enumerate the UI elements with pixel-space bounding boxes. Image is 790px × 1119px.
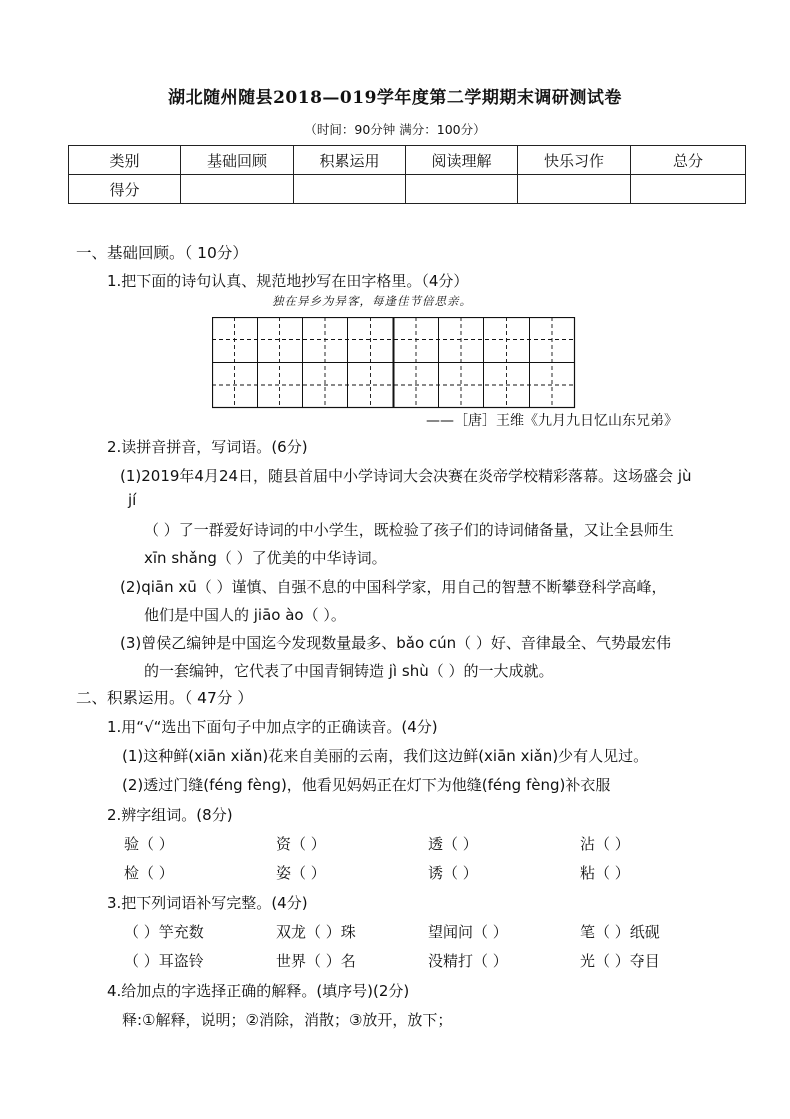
word-group-item: 粘（ ）	[580, 864, 630, 882]
score-row-label: 得分	[69, 175, 181, 204]
s2-q4-definitions: 释:①解释，说明；②消除，消散；③放开，放下；	[122, 1011, 453, 1029]
poem-line: 独在异乡为异客，每逢佳节倍思亲。	[272, 294, 472, 308]
score-table-score-row	[69, 175, 746, 204]
score-cell[interactable]	[294, 175, 406, 204]
exam-title: 湖北随州随县2018—019学年度第二学期期末调研测试卷	[168, 88, 622, 108]
score-cell[interactable]	[631, 175, 746, 204]
header-cell: 快乐习作	[518, 146, 631, 175]
tianzige-grid-svg	[212, 317, 576, 409]
idiom-item: 笔（ ）纸砚	[580, 923, 660, 941]
header-cell: 阅读理解	[406, 146, 518, 175]
s1-q2-text: 2.读拼音拼音，写词语。(6分)	[107, 438, 308, 456]
idiom-item: （ ）竽充数	[124, 923, 204, 941]
s2-q4-text: 4.给加点的字选择正确的解释。(填序号)(2分)	[107, 982, 410, 1000]
score-table	[68, 145, 746, 204]
header-cell: 积累运用	[294, 146, 406, 175]
idiom-item: 世界（ ）名	[276, 952, 356, 970]
word-group-item: 资（ ）	[276, 835, 326, 853]
s1-q1-text: 1.把下面的诗句认真、规范地抄写在田字格里。（4分）	[107, 272, 469, 290]
s2-q1-sentence2: (2)透过门缝(féng fèng)，他看见妈妈正在灯下为他缝(féng fèng)补衣服	[122, 776, 611, 794]
poem-attribution: ——［唐］王维《九月九日忆山东兄弟》	[426, 413, 678, 429]
s1-q2-p3-line1: (3)曾侯乙编钟是中国迄今发现数量最多、bǎo cún（ ）好、音律最全、气势最宏伟	[120, 634, 671, 652]
header-cell: 基础回顾	[181, 146, 294, 175]
idiom-item: 光（ ）夺目	[580, 952, 660, 970]
header-cell: 类别	[69, 146, 181, 175]
s2-q3-text: 3.把下列词语补写完整。(4分)	[107, 894, 308, 912]
score-cell[interactable]	[406, 175, 518, 204]
score-table-header-row	[69, 146, 746, 175]
s1-q2-p1-line4: xīn shǎng（ ）了优美的中华诗词。	[144, 549, 387, 567]
s1-q2-p2-line1: (2)qiān xū（ ）谨慎、自强不息的中国科学家，用自己的智慧不断攀登科学高峰，	[120, 578, 667, 596]
exam-subtitle: （时间：90分钟 满分：100分）	[304, 122, 486, 137]
s1-q2-p1-line3: （ ）了一群爱好诗词的中小学生，既检验了孩子们的诗词储备量，又让全县师生	[144, 521, 674, 539]
s2-q1-text: 1.用“√“选出下面句子中加点字的正确读音。(4分)	[107, 718, 438, 736]
idiom-item: （ ）耳盗铃	[124, 952, 204, 970]
header-cell: 总分	[631, 146, 746, 175]
s1-q2-p3-line2: 的一套编钟，它代表了中国青铜铸造 jì shù（ ）的一大成就。	[144, 662, 554, 680]
idiom-item: 望闻问（ ）	[428, 923, 508, 941]
word-group-item: 透（ ）	[428, 835, 478, 853]
word-group-item: 诱（ ）	[428, 864, 478, 882]
word-group-item: 检（ ）	[124, 864, 174, 882]
idiom-item: 双龙（ ）珠	[276, 923, 356, 941]
tianzige-grid[interactable]	[212, 317, 576, 413]
s1-q2-p1-line1: (1)2019年4月24日，随县首届中小学诗词大会决赛在炎帝学校精彩落幕。这场盛会 jù	[120, 467, 692, 485]
s2-q1-sentence1: (1)这种鲜(xiān xiǎn)花来自美丽的云南，我们这边鲜(xiān xiǎn)少有人见过。	[122, 747, 649, 765]
section2-heading: 二、积累运用。（ 47分 ）	[76, 689, 253, 707]
idiom-item: 没精打（ ）	[428, 952, 508, 970]
s2-q2-text: 2.辨字组词。(8分)	[107, 806, 233, 824]
section1-heading: 一、基础回顾。（ 10分）	[76, 244, 248, 262]
word-group-item: 验（ ）	[124, 835, 174, 853]
score-cell[interactable]	[518, 175, 631, 204]
word-group-item: 姿（ ）	[276, 864, 326, 882]
s1-q2-p1-line2: jí	[128, 491, 137, 509]
score-cell[interactable]	[181, 175, 294, 204]
word-group-item: 沾（ ）	[580, 835, 630, 853]
s1-q2-p2-line2: 他们是中国人的 jiāo ào（ ）。	[144, 606, 346, 624]
